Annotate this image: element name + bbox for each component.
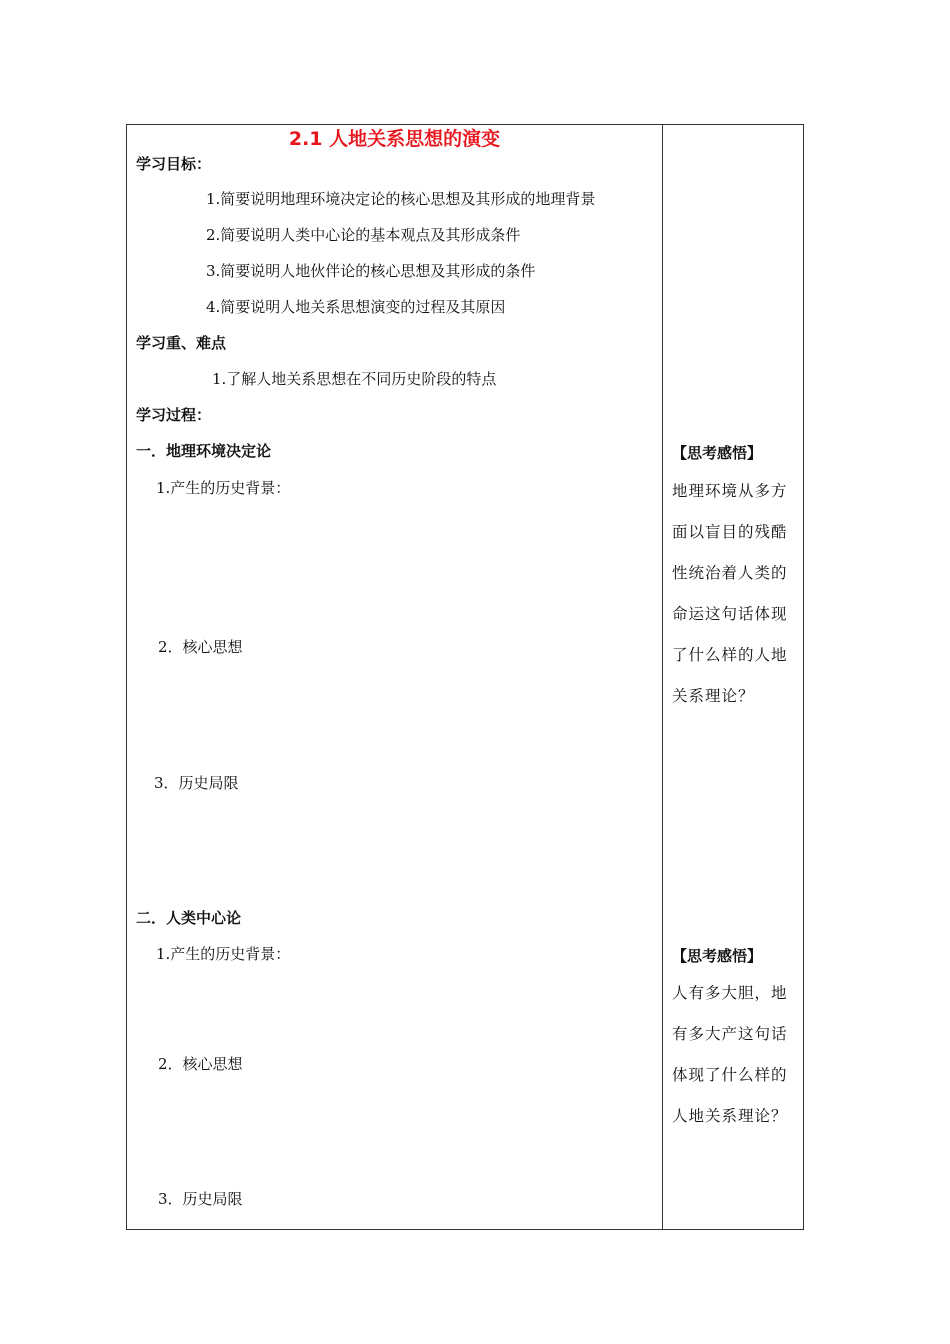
page-title: 2.1 人地关系思想的演变 xyxy=(288,128,501,150)
section2-item-background: 1.产生的历史背景： xyxy=(156,945,291,963)
sidebar1-line: 地理环境从多方 xyxy=(672,482,788,500)
section2-heading: 二．人类中心论 xyxy=(136,909,242,927)
process-heading: 学习过程： xyxy=(136,406,212,424)
section1-heading: 一．地理环境决定论 xyxy=(136,442,272,460)
section1-item-background: 1.产生的历史背景： xyxy=(156,479,291,497)
objective-item: 4.简要说明人地关系思想演变的过程及其原因 xyxy=(206,298,506,316)
objectives-heading: 学习目标： xyxy=(136,155,212,173)
objective-item: 3.简要说明人地伙伴论的核心思想及其形成的条件 xyxy=(206,262,536,280)
section1-item-limits: 3．历史局限 xyxy=(154,774,239,792)
objective-item: 1.简要说明地理环境决定论的核心思想及其形成的地理背景 xyxy=(206,190,596,208)
sidebar2-line: 人有多大胆，地 xyxy=(672,984,788,1002)
section2-item-limits: 3．历史局限 xyxy=(158,1190,243,1208)
column-divider xyxy=(662,124,663,1230)
sidebar2-line: 人地关系理论？ xyxy=(672,1107,788,1125)
sidebar2-line: 体现了什么样的 xyxy=(672,1066,788,1084)
sidebar1-line: 了什么样的人地 xyxy=(672,646,788,664)
section1-item-core: 2．核心思想 xyxy=(158,638,243,656)
sidebar1-line: 命运这句话体现 xyxy=(672,605,788,623)
sidebar1-line: 面以盲目的残酷 xyxy=(672,523,788,541)
section2-item-core: 2．核心思想 xyxy=(158,1055,243,1073)
key-point-item: 1.了解人地关系思想在不同历史阶段的特点 xyxy=(212,370,497,388)
sidebar1-line: 性统治着人类的 xyxy=(672,564,788,582)
sidebar1-title: 【思考感悟】 xyxy=(672,444,763,462)
sidebar2-line: 有多大产这句话 xyxy=(672,1025,788,1043)
objective-item: 2.简要说明人类中心论的基本观点及其形成条件 xyxy=(206,226,521,244)
sidebar2-title: 【思考感悟】 xyxy=(672,947,763,965)
sidebar1-line: 关系理论？ xyxy=(672,687,755,705)
key-points-heading: 学习重、难点 xyxy=(136,334,227,352)
